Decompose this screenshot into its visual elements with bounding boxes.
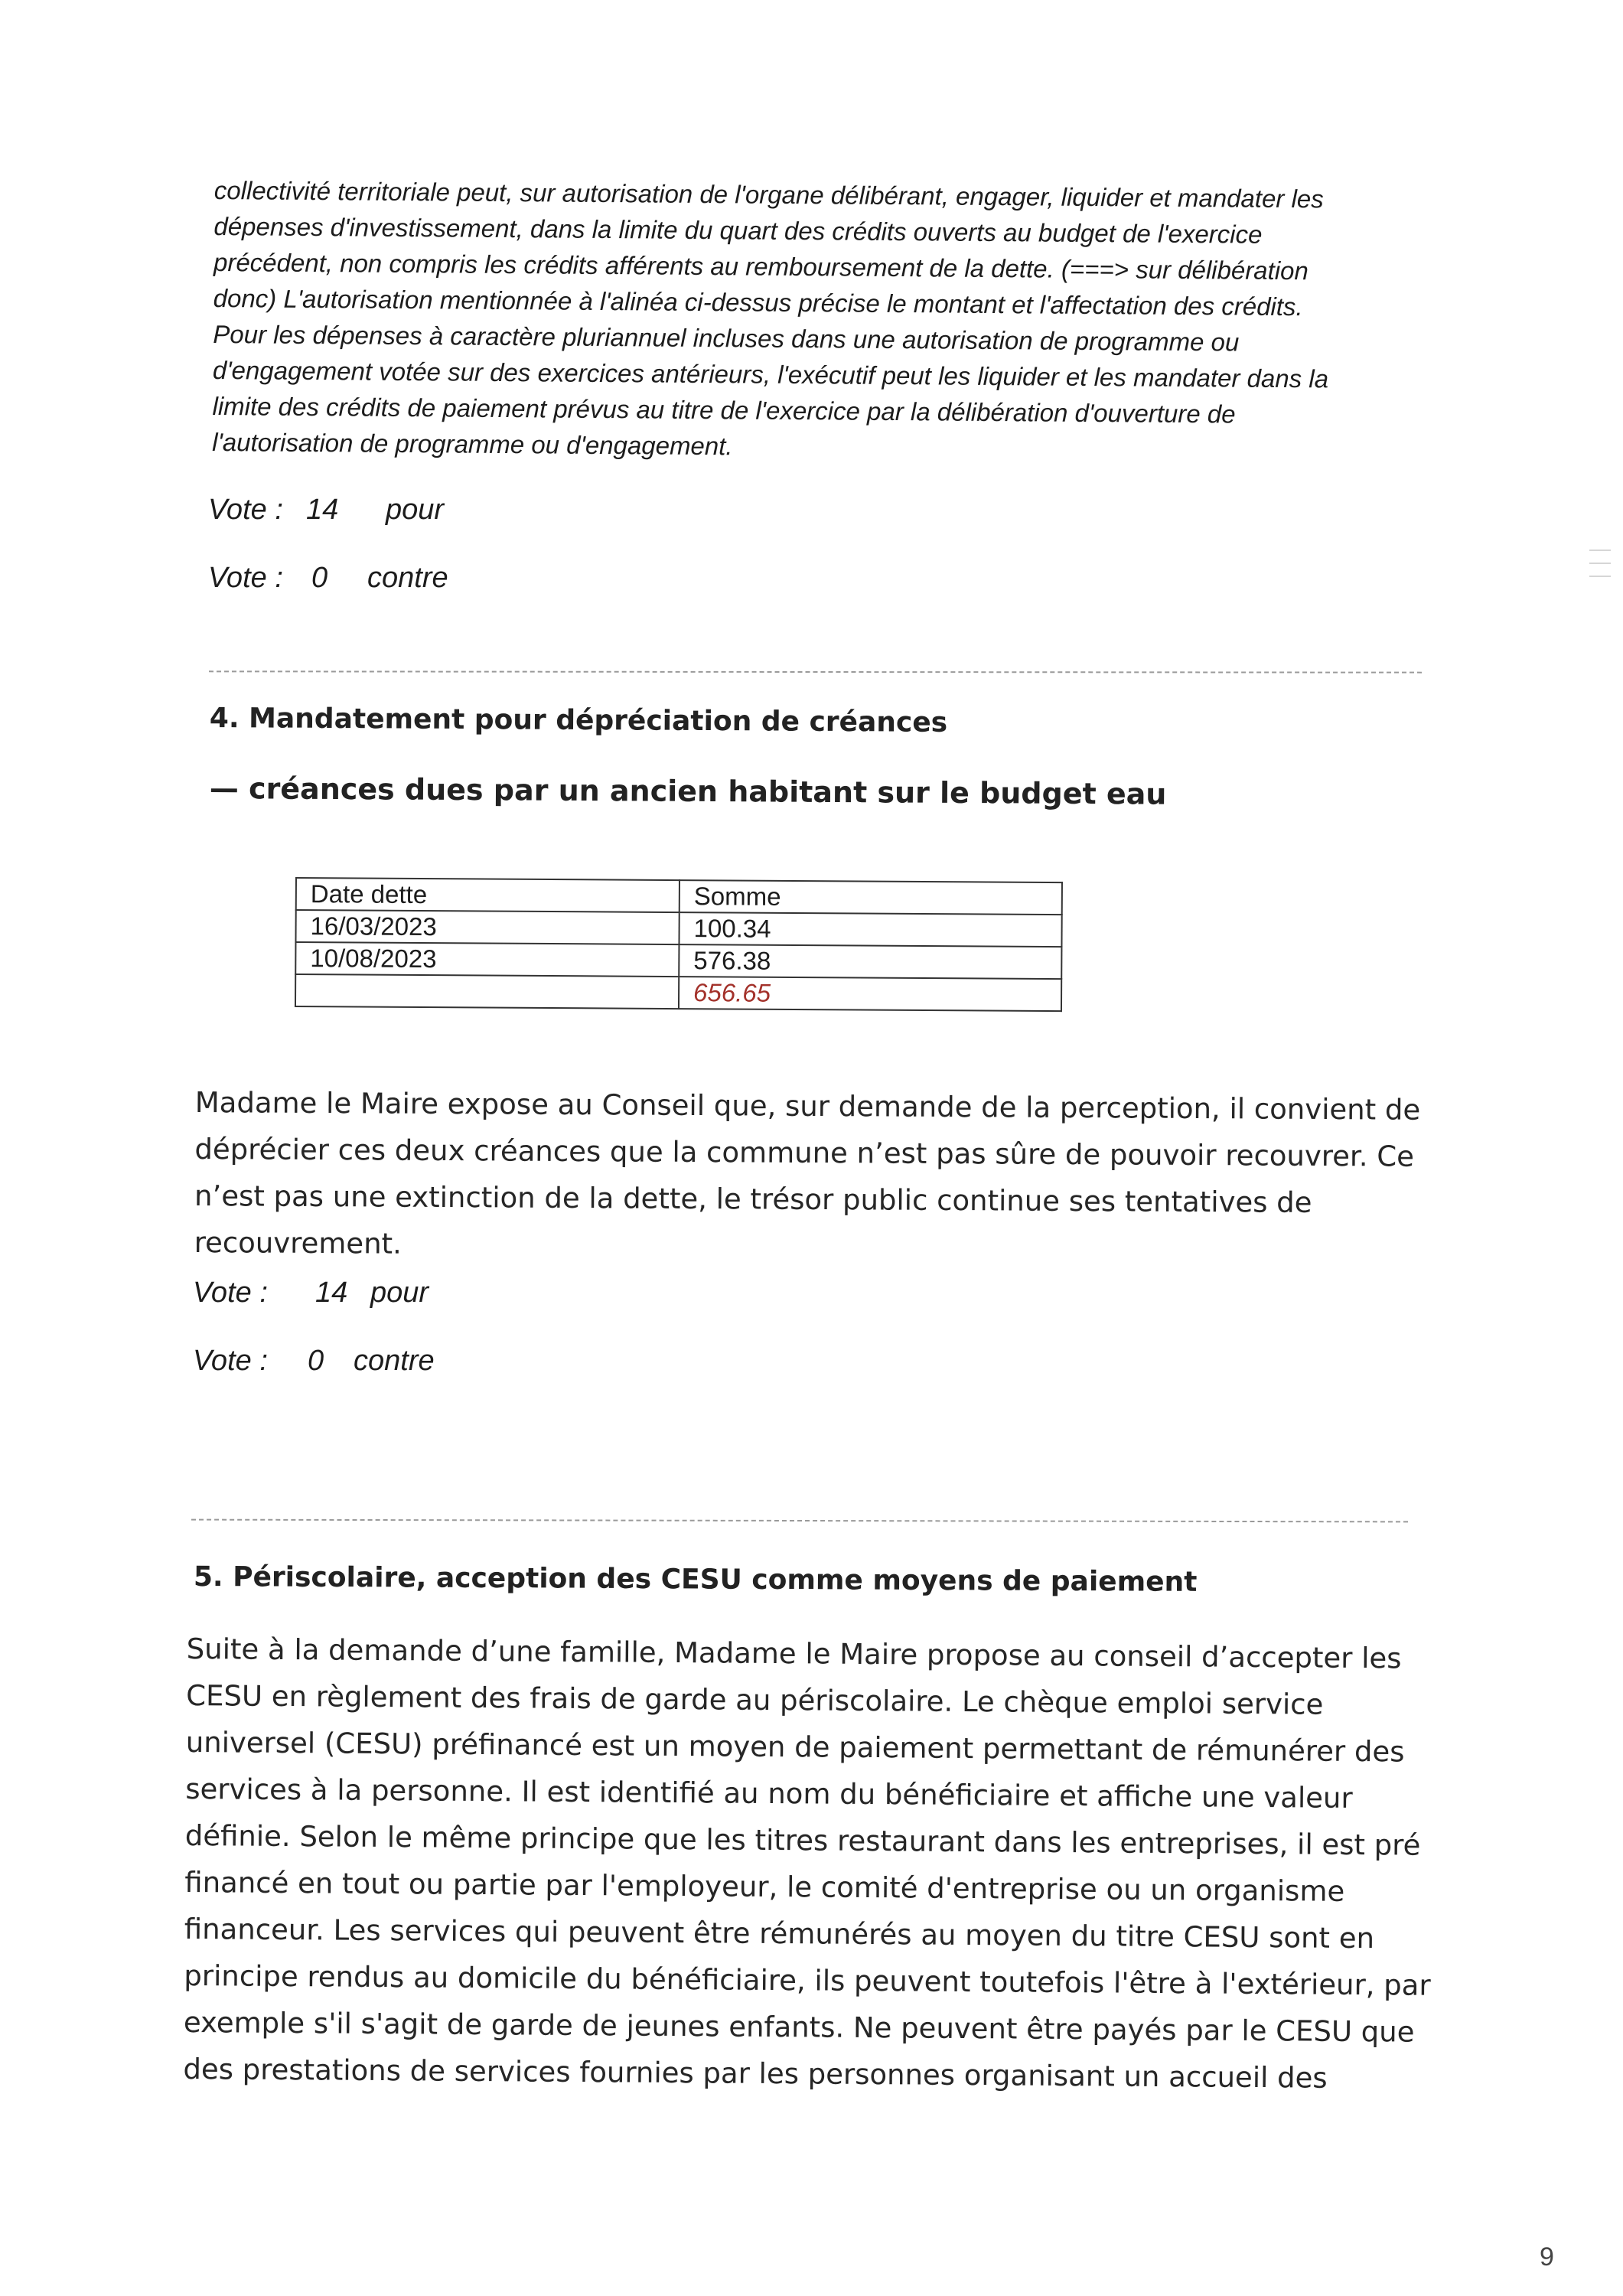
scan-margin-mark [1589,563,1611,564]
section4-subtitle: — créances dues par un ancien habitant sur le budget eau [209,771,1167,811]
body-line: services à la personne. Il est identifié au nom du bénéficiaire et affiche une valeur [185,1772,1353,1815]
body-line: Suite à la demande d’une famille, Madame le Maire propose au conseil d’accepter les [186,1632,1402,1675]
body-line: déprécier ces deux créances que la commune n’est pas sûre de pouvoir recouvrer. Ce [194,1132,1415,1173]
vote-count: 14 [306,494,339,526]
vote-label: Vote : [208,562,283,594]
body-line: définie. Selon le même principe que les titres restaurant dans les entreprises, il est pré [184,1818,1421,1862]
intro-paragraph [212,172,1423,469]
table-cell-amount: 576.38 [679,944,1061,979]
scan-margin-mark [1589,550,1611,551]
intro-line: précédent, non compris les crédits afférents au remboursement de la dette. (===> sur délibération [213,247,1309,285]
vote-count: 0 [311,562,328,594]
vote-label: Vote : [193,1345,268,1377]
scan-margin-mark [1589,576,1611,577]
body-line: n’est pas une extinction de la dette, le trésor public continue ses tentatives de [194,1179,1312,1219]
column-header-amount: Somme [680,880,1062,915]
table-row [295,942,1061,979]
debt-table [295,877,1063,1012]
body-line: financé en tout ou partie par l'employeur, le comité d'entreprise ou un organisme [184,1865,1345,1908]
table-row [295,910,1061,947]
vote-word: contre [367,562,448,594]
intro-line: limite des crédits de paiement prévus au titre de l'exercice par la délibération d'ouverture de [212,391,1236,429]
intro-line: d'engagement votée sur des exercices antérieurs, l'exécutif peut les liquider et les mandater dans la [212,355,1329,393]
body-line: recouvrement. [194,1225,402,1261]
vote-count: 14 [315,1277,348,1309]
intro-line: collectivité territoriale peut, sur autorisation de l'organe délibérant, engager, liquider et mandater les [213,175,1324,214]
page-number: 9 [1540,2242,1554,2272]
table-cell-date: 10/08/2023 [295,942,679,977]
table-header-row [296,878,1062,915]
body-line: financeur. Les services qui peuvent être rémunérés au moyen du titre CESU sont en [184,1912,1375,1955]
body-line: exemple s'il s'agit de garde de jeunes enfants. Ne peuvent être payés par le CESU que [183,2005,1415,2049]
intro-line: Pour les dépenses à caractère pluriannuel incluses dans une autorisation de programme ou [213,319,1240,357]
table-cell-amount: 100.34 [679,912,1061,947]
column-header-date: Date dette [296,878,680,912]
intro-line: dépenses d'investissement, dans la limite du quart des crédits ouverts au budget de l'exercice [213,211,1263,249]
section4-title: 4. Mandatement pour dépréciation de créances [209,703,948,739]
vote-label: Vote : [193,1277,268,1309]
body-line: des prestations de services fournies par les personnes organisant un accueil des [183,2052,1328,2095]
vote-word: pour [370,1277,429,1309]
vote-word: pour [386,494,445,526]
vote-label: Vote : [208,494,283,526]
body-line: principe rendus au domicile du bénéficiaire, ils peuvent toutefois l'être à l'extérieur, par [184,1958,1431,2002]
section5-title: 5. Périscolaire, acception des CESU comme moyens de paiement [193,1561,1198,1598]
intro-line: l'autorisation de programme ou d'engagement. [212,427,733,461]
table-total-row [295,974,1061,1011]
table-total-amount: 656.65 [679,977,1061,1011]
table-cell-empty [295,974,679,1009]
vote-count: 0 [308,1345,324,1377]
body-line: universel (CESU) préfinancé est un moyen de paiement permettant de rémunérer des [185,1725,1405,1769]
vote-word: contre [354,1345,435,1377]
body-line: CESU en règlement des frais de garde au périscolaire. Le chèque emploi service [186,1678,1324,1721]
section5-body [183,1626,1472,2102]
table-cell-date: 16/03/2023 [295,910,679,944]
section-divider [191,1519,1408,1523]
intro-line: donc) L'autorisation mentionnée à l'alinéa ci-dessus précise le montant et l'affectation des crédits. [213,283,1303,321]
section4-body [194,1079,1458,1274]
section-divider [209,670,1422,673]
body-line: Madame le Maire expose au Conseil que, sur demande de la perception, il convient de [194,1085,1421,1127]
